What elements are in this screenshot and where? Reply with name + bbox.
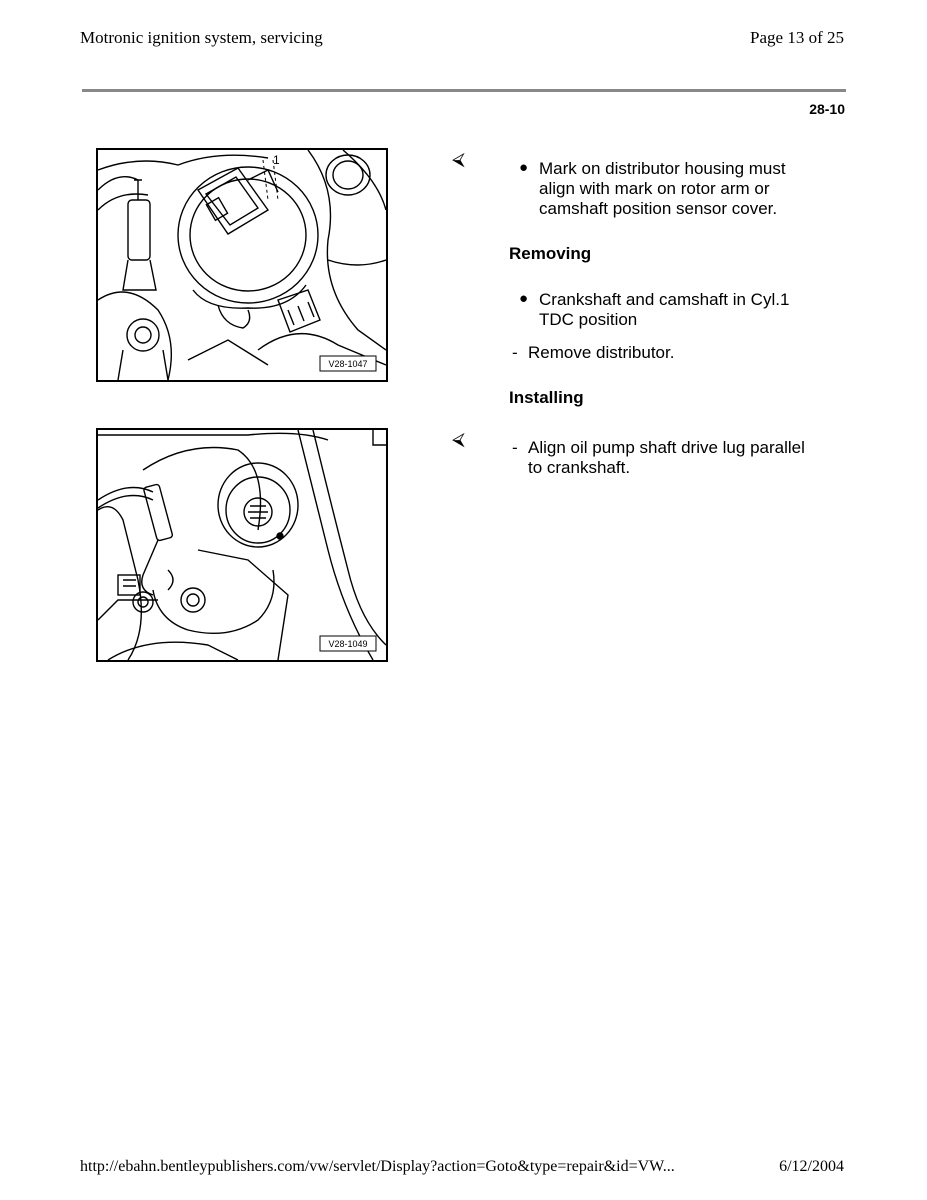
installing-heading: Installing <box>509 388 584 407</box>
bullet-line: Mark on distributor housing must <box>539 159 786 178</box>
document-title: Motronic ignition system, servicing <box>80 28 323 47</box>
figure-callout-number: 1 <box>273 153 280 167</box>
oil-pump-figure <box>96 428 388 662</box>
bullet-line: Crankshaft and camshaft in Cyl.1 <box>539 290 790 309</box>
bullet-icon: ● <box>519 159 529 176</box>
figure-reference-arrow-icon: ⮘ <box>452 149 465 169</box>
step-remove-distributor: Remove distributor. <box>528 343 675 362</box>
step-line: to crankshaft. <box>528 458 631 477</box>
figure-label: V28-1049 <box>328 639 368 649</box>
page-number: Page 13 of 25 <box>750 28 844 47</box>
footer-url: http://ebahn.bentleypublishers.com/vw/servlet/Display?action=Goto&type=repair&id=VW... <box>80 1158 675 1175</box>
dash-marker: - <box>512 438 518 457</box>
dash-marker: - <box>512 343 518 362</box>
bullet-line: camshaft position sensor cover. <box>539 199 778 218</box>
removing-heading: Removing <box>509 244 592 263</box>
distributor-figure <box>96 148 388 382</box>
bullet-line: TDC position <box>539 310 638 329</box>
header-divider <box>82 89 846 92</box>
section-number: 28-10 <box>809 101 845 117</box>
bullet-icon: ● <box>519 290 529 307</box>
distributor-illustration <box>98 150 386 380</box>
figure-label: V28-1047 <box>328 359 368 369</box>
figure-reference-arrow-icon: ⮘ <box>452 429 465 449</box>
bullet-line: align with mark on rotor arm or <box>539 179 770 198</box>
oil-pump-illustration <box>98 430 386 660</box>
footer-date: 6/12/2004 <box>779 1158 844 1175</box>
step-line: Align oil pump shaft drive lug parallel <box>528 438 805 457</box>
